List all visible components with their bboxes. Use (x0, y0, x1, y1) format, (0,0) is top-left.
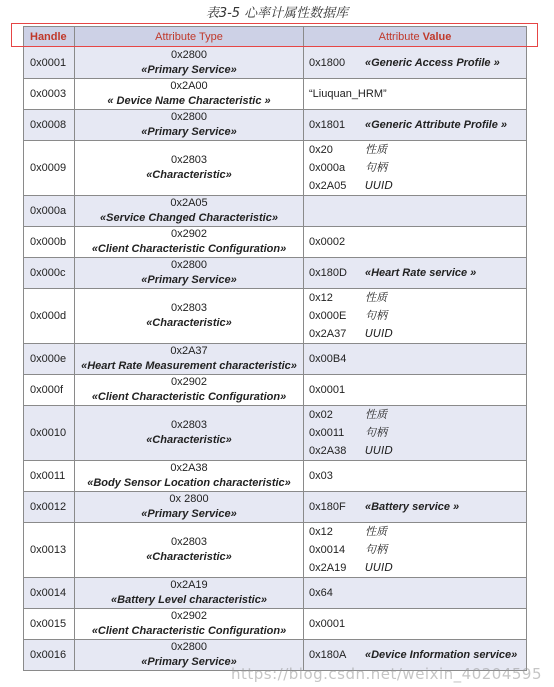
cell-attribute-value (304, 344, 527, 375)
value-name: «Battery service » (365, 501, 460, 513)
value-uuid-label: UUID (365, 561, 393, 574)
value-uuid-label: UUID (365, 327, 393, 340)
cell-attribute-type (75, 289, 304, 344)
cell-attribute-value (304, 79, 527, 110)
type-name: «Battery Level characteristic» (111, 594, 267, 606)
value-properties: 0x12 (309, 292, 333, 304)
cell-attribute-value (304, 578, 527, 609)
type-uuid: 0x 2800 (169, 493, 209, 505)
cell-handle: 0x000d (24, 289, 75, 344)
value-name: «Generic Attribute Profile » (365, 119, 508, 131)
cell-attribute-type (75, 344, 304, 375)
value-uuid-label: UUID (365, 444, 393, 457)
value-uuid: 0x2A37 (309, 328, 347, 340)
watermark: https://blog.csdn.net/weixin_40204595 (230, 665, 542, 683)
cell-handle: 0x0009 (24, 141, 75, 196)
type-name: «Characteristic» (146, 169, 232, 181)
value-properties-label: 性质 (365, 143, 387, 156)
type-uuid: 0x2803 (170, 419, 208, 431)
cell-attribute-type (75, 375, 304, 406)
value-handle-line (309, 159, 526, 177)
table-body (24, 47, 527, 671)
value-name: «Heart Rate service » (365, 267, 477, 279)
type-name: «Service Changed Characteristic» (100, 212, 278, 224)
value-code: 0x03 (309, 470, 333, 482)
table-row (24, 196, 527, 227)
cell-attribute-type (75, 578, 304, 609)
header-handle: Handle (24, 27, 75, 47)
table-row (24, 461, 527, 492)
value-uuid-line (309, 177, 526, 195)
header-value-bold: Value (422, 30, 452, 43)
type-uuid: 0x2803 (170, 154, 208, 166)
cell-attribute-value (304, 141, 527, 196)
table-row (24, 406, 527, 461)
value-handle-label: 句柄 (365, 426, 387, 439)
value-properties-line (309, 406, 526, 424)
header-attribute-value (304, 27, 527, 47)
value-handle-label: 句柄 (365, 543, 387, 556)
value-properties: 0x02 (309, 409, 333, 421)
table-row (24, 47, 527, 79)
cell-handle: 0x000a (24, 196, 75, 227)
type-name: «Client Characteristic Configuration» (91, 625, 287, 637)
type-name: «Client Characteristic Configuration» (91, 391, 287, 403)
cell-handle: 0x0013 (24, 523, 75, 578)
header-value-prefix: Attribute (378, 30, 423, 43)
type-uuid: 0x2A38 (170, 462, 208, 474)
table-row (24, 492, 527, 523)
type-name: «Body Sensor Location characteristic» (87, 477, 291, 489)
cell-attribute-value (304, 523, 527, 578)
cell-attribute-type (75, 461, 304, 492)
table-row (24, 227, 527, 258)
type-name: «Primary Service» (141, 126, 237, 138)
attribute-table (23, 26, 527, 671)
type-uuid: 0x2800 (170, 259, 208, 271)
value-uuid: 0x2A19 (309, 562, 347, 574)
value-code: 0x64 (309, 587, 333, 599)
cell-attribute-type (75, 141, 304, 196)
type-name: «Primary Service» (141, 508, 237, 520)
value-uuid-line (309, 559, 526, 577)
cell-handle: 0x0011 (24, 461, 75, 492)
header-attribute-type: Attribute Type (75, 27, 304, 47)
cell-handle: 0x0001 (24, 47, 75, 79)
value-handle-line (309, 424, 526, 442)
cell-attribute-type (75, 196, 304, 227)
table-row (24, 523, 527, 578)
value-name: «Device Information service» (365, 649, 518, 661)
table-row (24, 141, 527, 196)
value-properties-line (309, 523, 526, 541)
cell-handle: 0x000b (24, 227, 75, 258)
cell-handle: 0x000f (24, 375, 75, 406)
value-code: 0x180D (309, 267, 347, 279)
value-uuid-line (309, 325, 526, 343)
cell-attribute-value (304, 196, 527, 227)
cell-handle: 0x0014 (24, 578, 75, 609)
cell-attribute-value (304, 289, 527, 344)
table-row (24, 375, 527, 406)
table-row (24, 110, 527, 141)
cell-attribute-value (304, 609, 527, 640)
cell-handle: 0x0003 (24, 79, 75, 110)
header-row (24, 27, 527, 47)
value-uuid: 0x2A05 (309, 180, 347, 192)
type-name: «Heart Rate Measurement characteristic» (81, 360, 297, 372)
table-caption: 表3-5 心率计属性数据库 (205, 6, 349, 21)
type-uuid: 0x2A19 (170, 579, 208, 591)
type-name: «Primary Service» (141, 656, 237, 668)
value-code: 0x180F (309, 501, 346, 513)
cell-attribute-value (304, 227, 527, 258)
table-row (24, 344, 527, 375)
cell-attribute-type (75, 227, 304, 258)
value-code: 0x00B4 (309, 353, 347, 365)
cell-attribute-type (75, 609, 304, 640)
cell-attribute-type (75, 110, 304, 141)
type-uuid: 0x2902 (170, 376, 208, 388)
type-uuid: 0x2902 (170, 228, 208, 240)
value-code: 0x180A (309, 649, 347, 661)
value-code: 0x1801 (309, 119, 346, 131)
cell-attribute-type (75, 406, 304, 461)
value-code: 0x0002 (309, 236, 346, 248)
cell-attribute-value (304, 110, 527, 141)
value-properties-line (309, 289, 526, 307)
cell-attribute-value (304, 461, 527, 492)
cell-attribute-type (75, 79, 304, 110)
cell-attribute-value (304, 47, 527, 79)
cell-attribute-value (304, 258, 527, 289)
value-uuid: 0x2A38 (309, 445, 347, 457)
value-properties: 0x20 (309, 144, 333, 156)
value-uuid-label: UUID (365, 179, 393, 192)
value-properties-label: 性质 (365, 525, 387, 538)
cell-attribute-type (75, 492, 304, 523)
value-code: 0x0001 (309, 618, 346, 630)
value-properties: 0x12 (309, 526, 333, 538)
value-handle-label: 句柄 (365, 161, 387, 174)
value-properties-label: 性质 (365, 408, 387, 421)
cell-attribute-type (75, 523, 304, 578)
type-uuid: 0x2800 (170, 111, 208, 123)
type-name: « Device Name Characteristic » (107, 95, 271, 107)
value-handle-line (309, 541, 526, 559)
value-code: “Liuquan_HRM” (309, 88, 387, 100)
value-name: «Generic Access Profile » (365, 56, 500, 69)
type-uuid: 0x2A05 (170, 197, 208, 209)
cell-attribute-value (304, 375, 527, 406)
type-uuid: 0x2A00 (170, 80, 208, 92)
cell-handle: 0x0008 (24, 110, 75, 141)
table-row (24, 79, 527, 110)
cell-attribute-value (304, 406, 527, 461)
cell-handle: 0x0016 (24, 640, 75, 671)
type-uuid: 0x2803 (170, 302, 208, 314)
value-handle: 0x000E (309, 310, 347, 322)
type-name: «Primary Service» (141, 63, 237, 76)
value-handle: 0x0014 (309, 544, 346, 556)
type-name: «Client Characteristic Configuration» (91, 243, 287, 255)
type-name: «Characteristic» (146, 317, 232, 329)
cell-handle: 0x0012 (24, 492, 75, 523)
value-uuid-line (309, 442, 526, 460)
value-handle: 0x000a (309, 162, 346, 174)
table-row (24, 609, 527, 640)
type-uuid: 0x2800 (170, 48, 208, 61)
type-uuid: 0x2A37 (170, 345, 208, 357)
cell-handle: 0x0010 (24, 406, 75, 461)
cell-handle: 0x0015 (24, 609, 75, 640)
table-row (24, 258, 527, 289)
cell-handle: 0x000e (24, 344, 75, 375)
type-uuid: 0x2803 (170, 536, 208, 548)
value-handle-label: 句柄 (365, 309, 387, 322)
cell-attribute-type (75, 47, 304, 79)
value-properties-label: 性质 (365, 291, 387, 304)
cell-attribute-value (304, 492, 527, 523)
type-name: «Characteristic» (146, 434, 232, 446)
value-properties-line (309, 141, 526, 159)
table-row (24, 578, 527, 609)
value-code: 0x0001 (309, 384, 346, 396)
table-row (24, 289, 527, 344)
type-uuid: 0x2800 (170, 641, 208, 653)
cell-handle: 0x000c (24, 258, 75, 289)
type-name: «Primary Service» (141, 274, 237, 286)
type-uuid: 0x2902 (170, 610, 208, 622)
value-handle: 0x0011 (309, 427, 345, 439)
value-code: 0x1800 (309, 56, 346, 69)
cell-attribute-type (75, 258, 304, 289)
type-name: «Characteristic» (146, 551, 232, 563)
value-handle-line (309, 307, 526, 325)
